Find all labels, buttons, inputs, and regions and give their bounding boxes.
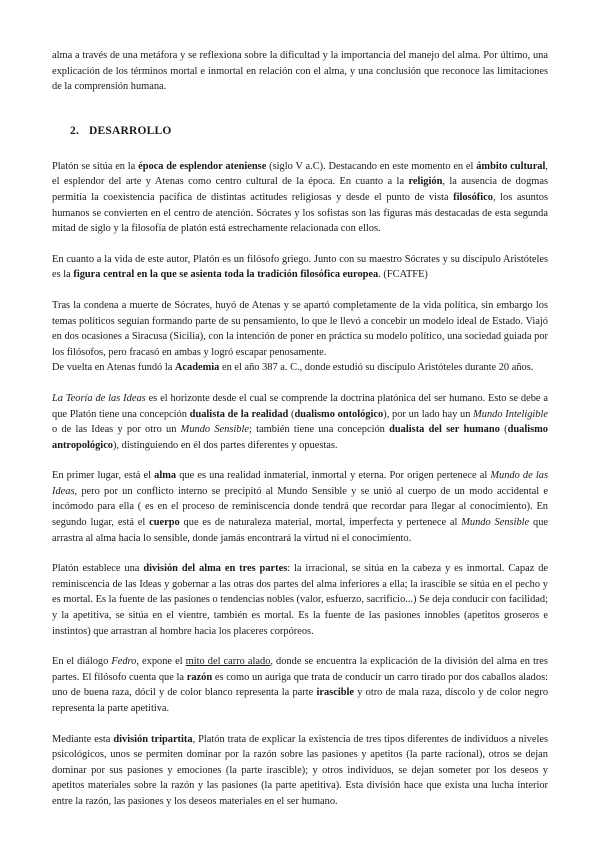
- paragraph-chariot-myth: En el diálogo Fedro, expone el mito del carro alado, donde se encuentra la explicación de la división del alma en tres partes. El filósofo cuenta que la razón es como un auriga que trata de conducir un carro tirado por dos caballos alados: uno de buena raza, dócil y de color blanco representa la parte irascible y otro de mala raza, díscolo y de color negro representa la parte apetitiva.: [52, 656, 549, 714]
- paragraph-soul-division: Platón establece una división del alma en tres partes: la irracional, se sitúa en la cabeza y es inmortal. Capaz de reminiscencia de las Ideas y gobernar a las otras dos partes del alma inferiores a ella; la irascible se sitúa en el pecho y es mortal. Es la fuente de las pasiones o tendencias nobles (valor, esfuerzo, sacrificio...) Se deja conducir con facilidad; y la apetitiva, se sitúa en el vientre, también es mortal. Es la fuente de las pasiones innobles (apetitos groseros e instintos) que arrastran al hombre hacia los placeres corpóreos.: [52, 563, 548, 637]
- section-number: 2.: [70, 124, 80, 137]
- paragraph-theory-of-ideas: La Teoría de las Ideas es el horizonte desde el cual se comprende la doctrina platónica del ser humano. Esto se debe a que Platón tiene una concepción dualista de la realidad (dualismo ontológico), por un lado hay un Mundo Inteligible o de las Ideas y por otro un Mundo Sensible; también tiene una concepción dualista del ser humano (dualismo antropológico), distinguiendo en él dos partes diferentes y opuestas.: [52, 392, 549, 451]
- paragraph-soul-body: En primer lugar, está el alma que es una realidad inmaterial, inmortal y eterna. Por origen pertenece al Mundo de las Ideas, pero por un conflicto interno se precipitó al Mundo Sensible y se unió al cuerpo de un modo accidental e incómodo para ella ( es en el proceso de reminiscencia donde tendrá que recordar para llegar al conocimiento). En segundo lugar, está el cuerpo que es de naturaleza material, mortal, imperfecta y pertenece al Mundo Sensible que arrastra al alma hacia lo sensible, donde jamás encontrará la virtud ni el conocimiento.: [52, 470, 549, 544]
- paragraph-tripartite: Mediante esta división tripartita, Platón trata de explicar la existencia de tres tipos diferentes de individuos a niveles psicológicos, unos se permiten dominar por la razón sobre las pasiones y apetitos (la parte racional), otros se dejan dominar por sus pasiones y emociones (la parte irascible); y otros individuos, se dejan someter por los deseos y apetitos materiales sobre la razón y las pasiones (la parte apetitiva). Esta división hace que exista una lucha interior entre la razón, las pasiones y los deseos materiales en el ser humano.: [52, 733, 548, 807]
- intro-paragraph: alma a través de una metáfora y se reflexiona sobre la dificultad y la importancia del manejo del alma. Por último, una explicación de los términos mortal e inmortal en relación con el alma, y una conclusión que reconoce las limitaciones de la comprensión humana.: [52, 50, 548, 93]
- paragraph-biography: En cuanto a la vida de este autor, Platón es un filósofo griego. Junto con su maestro Sócrates y su discípulo Aristóteles es la figura central en la que se asienta toda la tradición filosófica europea. (FCATFE): [52, 253, 548, 281]
- paragraph-academia: De vuelta en Atenas fundó la Academia en el año 387 a. C., donde estudió su discípulo Aristóteles durante 20 años.: [52, 362, 534, 374]
- paragraph-politics: Tras la condena a muerte de Sócrates, huyó de Atenas y se apartó completamente de la vida política, sin embargo los temas políticos seguían formando parte de su pensamiento, lo que le llevó a concebir un modelo ideal de Estado. Viajó en dos ocasiones a Siracusa (Sicilia), con la intención de poner en práctica su modelo político, una sociedad guiada por los filósofos, pero fracasó en ambas y logró escapar penosamente.: [52, 299, 548, 358]
- section-heading: [70, 125, 548, 137]
- paragraph-context: Platón se sitúa en la época de esplendor ateniense (siglo V a.C). Destacando en este momento en el ámbito cultural, el esplendor del arte y Atenas como centro cultural de la época. En cuanto a la religión, la ausencia de dogmas permitía la coexistencia pacífica de distintas actitudes religiosas y desde el punto de vista filosófico, los asuntos humanos se convierten en el centro de atención. Sócrates y los sofistas son las figuras más destacadas de esta segunda mitad de siglo y la filosofía de platón está estrechamente relacionada con ellos.: [52, 160, 548, 235]
- section-title: DESARROLLO: [89, 124, 172, 137]
